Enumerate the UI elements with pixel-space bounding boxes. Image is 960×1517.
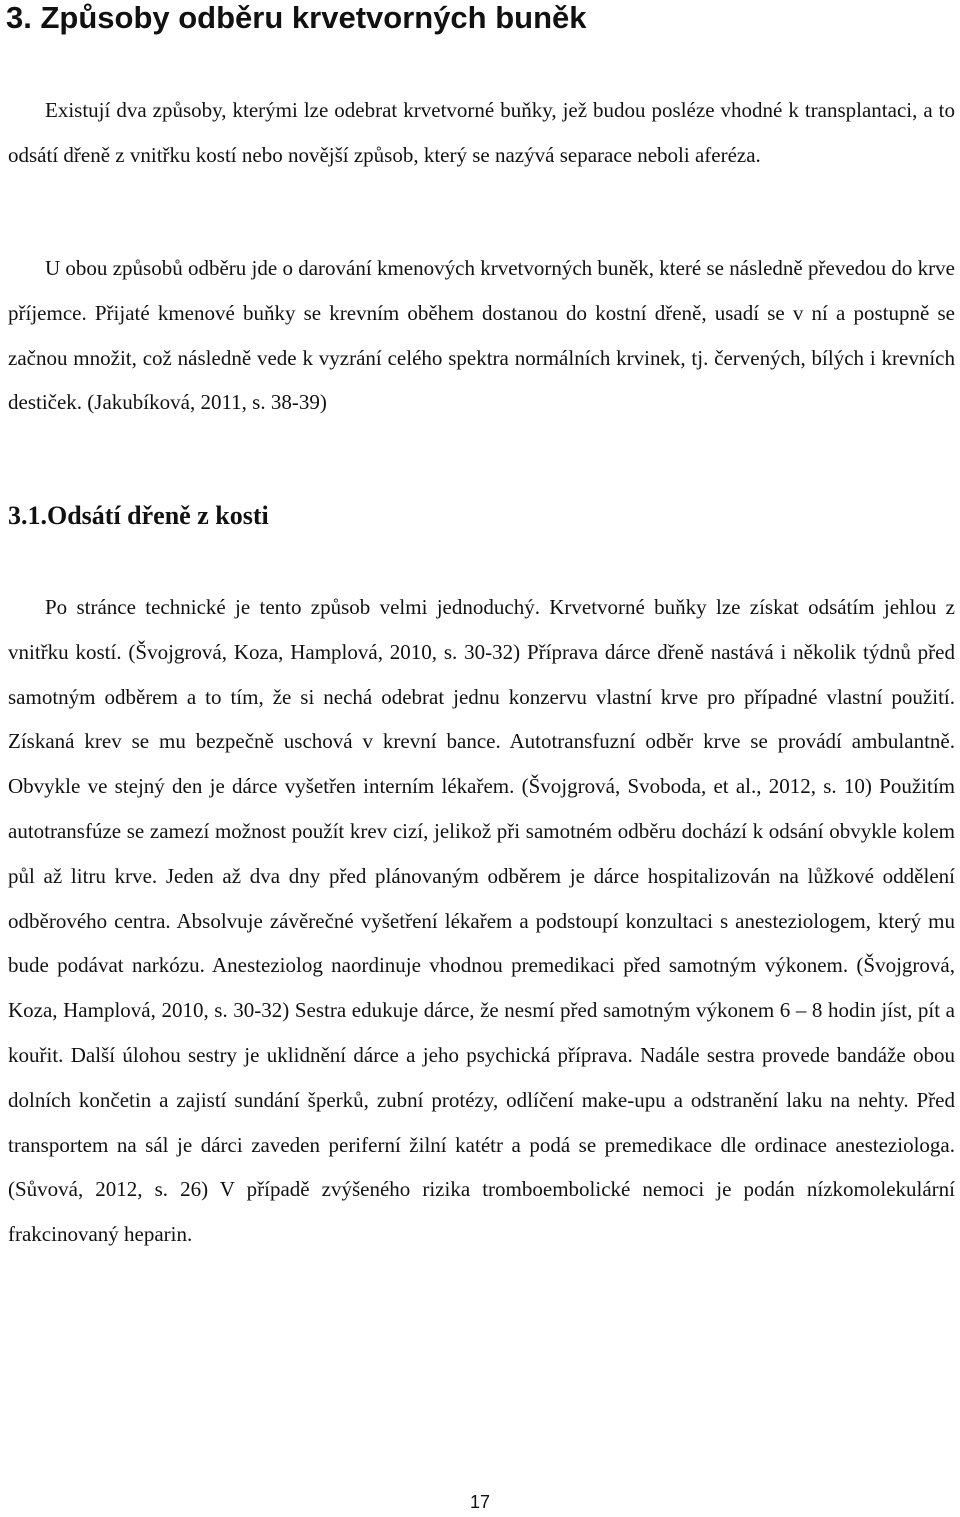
section-heading: 3.1.Odsátí dřeně z kosti xyxy=(8,501,269,530)
chapter-heading: 3. Způsoby odběru krvetvorných buněk xyxy=(6,0,587,35)
page-number: 17 xyxy=(469,1492,491,1512)
paragraph-intro: Existují dva způsoby, kterými lze odebrat krvetvorné buňky, jež budou posléze vhodné k transplantaci, a to odsátí dřeně z vnitřku kostí nebo novější způsob, který se nazývá separace neboli aferéza. xyxy=(8,98,955,167)
paragraph-donation: U obou způsobů odběru jde o darování kmenových krvetvorných buněk, které se následně převedou do krve příjemce. Přijaté kmenové buňky se krevním oběhem dostanou do kostní dřeně, usadí se v ní a postupně se začnou množit, což následně vede k vyzrání celého spektra normálních krvinek, tj. červených, bílých i krevních destiček. (Jakubíková, 2011, s. 38-39) xyxy=(8,256,955,415)
paragraph-marrow-aspiration: Po stránce technické je tento způsob velmi jednoduchý. Krvetvorné buňky lze získat odsátím jehlou z vnitřku kostí. (Švojgrová, Koza, Hamplová, 2010, s. 30-32) Příprava dárce dřeně nastává i několik týdnů před samotným odběrem a to tím, že si nechá odebrat jednu konzervu vlastní krve pro případné vlastní použití. Získaná krev se mu bezpečně uschová v krevní bance. Autotransfuzní odběr krve se provádí ambulantně. Obvykle ve stejný den je dárce vyšetřen interním lékařem. (Švojgrová, Svoboda, et al., 2012, s. 10) Použitím autotransfúze se zamezí možnost použít krev cizí, jelikož při samotném odběru dochází k odsání obvykle kolem půl až litru krve. Jeden až dva dny před plánovaným odběrem je dárce hospitalizován na lůžkové oddělení odběrového centra. Absolvuje závěrečné vyšetření lékařem a podstoupí konzultaci s anesteziologem, který mu bude podávat narkózu. Anesteziolog naordinuje vhodnou premedikaci před samotným výkonem. (Švojgrová, Koza, Hamplová, 2010, s. 30-32) Sestra edukuje dárce, že nesmí před samotným výkonem 6 – 8 hodin jíst, pít a kouřit. Další úlohou sestry je uklidnění dárce a jeho psychická příprava. Nadále sestra provede bandáže obou dolních končetin a zajistí sundání šperků, zubní protézy, odlíčení make-upu a odstranění laku na nehty. Před transportem na sál je dárci zaveden periferní žilní katétr a podá se premedikace dle ordinace anesteziologa. (Sůvová, 2012, s. 26) V případě zvýšeného rizika tromboembolické nemoci je podán nízkomolekulární frakcinovaný heparin. xyxy=(8,595,955,1247)
